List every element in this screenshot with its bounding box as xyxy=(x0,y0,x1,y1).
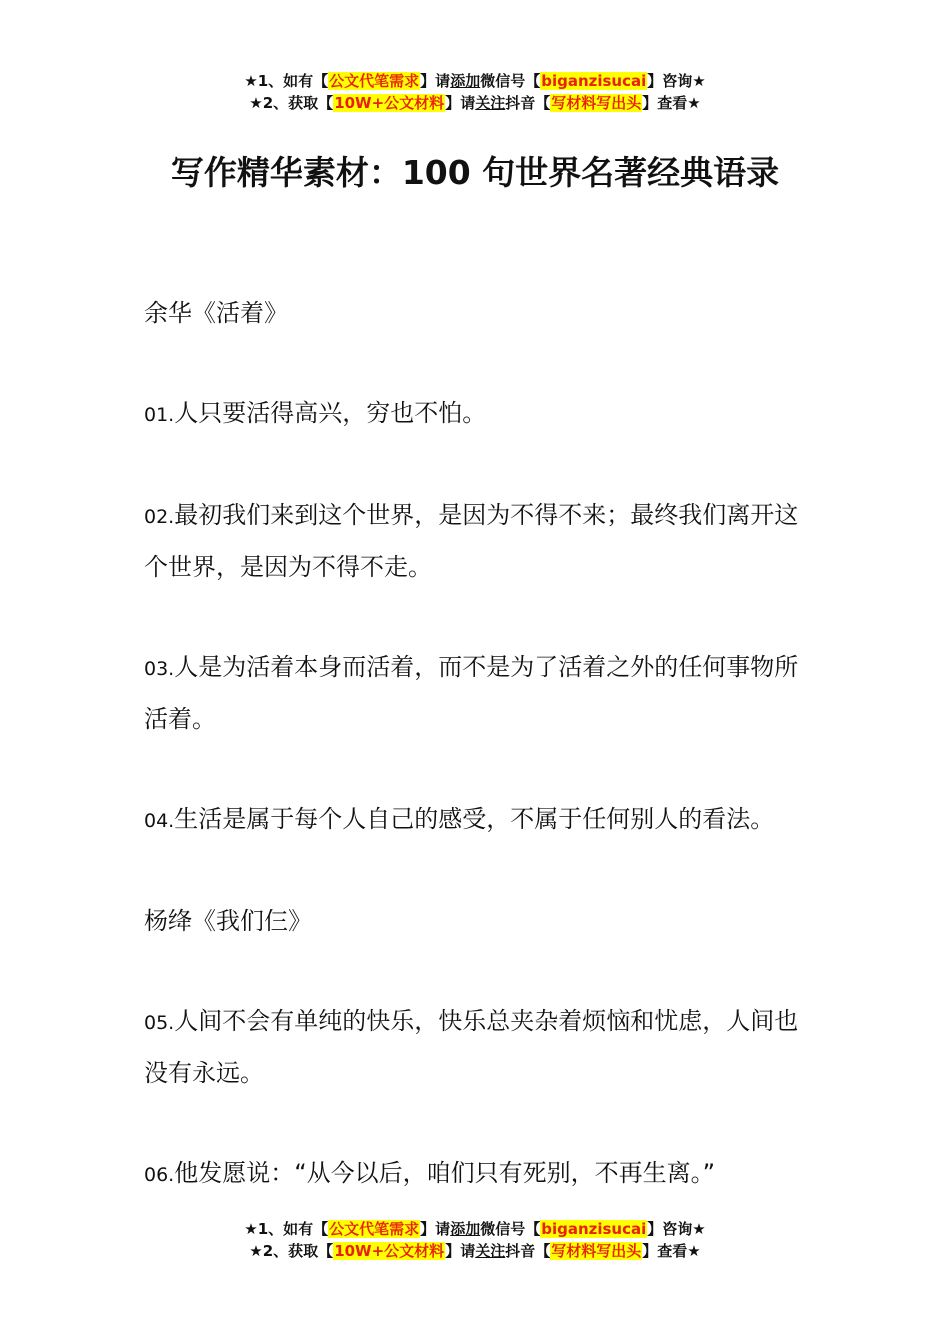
banner-underlined: 关注 xyxy=(475,1242,506,1260)
banner-line-2 xyxy=(0,1240,950,1262)
quote-item xyxy=(144,996,812,1098)
banner-underlined: 添加 xyxy=(450,1220,481,1238)
banner-text: 抖音【 xyxy=(505,94,551,112)
banner-highlight: 公文代笔需求 xyxy=(329,1220,420,1238)
quote-number: 03. xyxy=(144,658,175,680)
banner-text: 抖音【 xyxy=(505,1242,551,1260)
quote-item xyxy=(144,1148,812,1200)
quote-item xyxy=(144,642,812,744)
banner-text: 】咨询★ xyxy=(647,72,706,90)
banner-text: ★1、如有【 xyxy=(244,72,329,90)
banner-text: ★2、获取【 xyxy=(249,94,334,112)
banner-text: ★1、如有【 xyxy=(244,1220,329,1238)
quote-number: 06. xyxy=(144,1164,175,1186)
banner-highlight: 10W+公文材料 xyxy=(334,1242,445,1260)
quote-text: 人只要活得高兴，穷也不怕。 xyxy=(174,399,487,427)
banner-highlight: 公文代笔需求 xyxy=(329,72,420,90)
document-body xyxy=(144,288,812,1250)
quote-number: 04. xyxy=(144,810,175,832)
banner-text: 】请 xyxy=(445,94,476,112)
quote-number: 05. xyxy=(144,1012,175,1034)
footer-banner xyxy=(0,1218,950,1262)
header-banner xyxy=(0,70,950,114)
banner-text: 】请 xyxy=(420,72,451,90)
banner-text: 微信号【 xyxy=(480,1220,541,1238)
section-heading: 杨绛《我们仨》 xyxy=(144,907,312,935)
banner-text: 微信号【 xyxy=(480,72,541,90)
banner-text: 】查看★ xyxy=(642,94,701,112)
banner-underlined: 关注 xyxy=(475,94,506,112)
section-heading: 余华《活着》 xyxy=(144,299,288,327)
quote-item xyxy=(144,794,812,846)
banner-underlined: 添加 xyxy=(450,72,481,90)
banner-text: 】请 xyxy=(420,1220,451,1238)
document-title: 写作精华素材：100 句世界名著经典语录 xyxy=(170,153,780,192)
banner-text: 】查看★ xyxy=(642,1242,701,1260)
quote-item xyxy=(144,388,812,440)
banner-highlight-douyin: 写材料写出头 xyxy=(551,1242,642,1260)
quote-text: 他发愿说：“从今以后，咱们只有死别，不再生离。” xyxy=(174,1159,716,1187)
banner-highlight-wechat-id: biganzisucai xyxy=(541,72,647,90)
banner-line-2 xyxy=(0,92,950,114)
quote-text: 生活是属于每个人自己的感受，不属于任何别人的看法。 xyxy=(174,805,775,833)
quote-text: 人是为活着本身而活着，而不是为了活着之外的任何事物所活着。 xyxy=(144,653,799,733)
banner-text: ★2、获取【 xyxy=(249,1242,334,1260)
quote-text: 人间不会有单纯的快乐，快乐总夹杂着烦恼和忧虑，人间也没有永远。 xyxy=(144,1007,799,1087)
banner-text: 】请 xyxy=(445,1242,476,1260)
banner-highlight-douyin: 写材料写出头 xyxy=(551,94,642,112)
quote-number: 02. xyxy=(144,506,175,528)
banner-line-1 xyxy=(0,70,950,92)
banner-text: 】咨询★ xyxy=(647,1220,706,1238)
quote-text: 最初我们来到这个世界，是因为不得不来；最终我们离开这个世界，是因为不得不走。 xyxy=(144,501,799,581)
banner-line-1 xyxy=(0,1218,950,1240)
quote-number: 01. xyxy=(144,404,175,426)
banner-highlight-wechat-id: biganzisucai xyxy=(541,1220,647,1238)
banner-highlight: 10W+公文材料 xyxy=(334,94,445,112)
quote-item xyxy=(144,490,812,592)
